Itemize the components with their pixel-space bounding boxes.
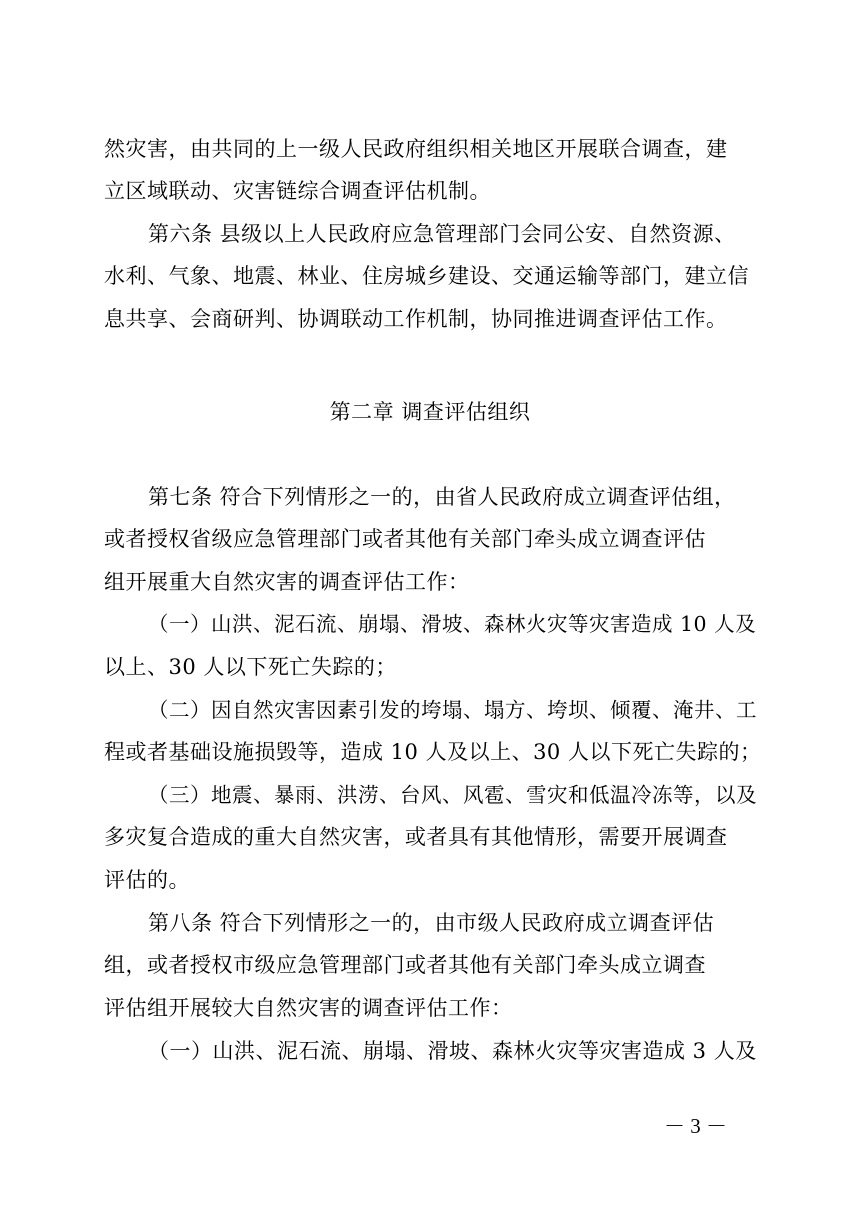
article-8-line: 第八条 符合下列情形之一的，由市级人民政府成立调查评估	[148, 911, 715, 935]
list-item-line: （一）山洪、泥石流、崩塌、滑坡、森林火灾等灾害造成 10 人及	[148, 612, 757, 636]
text-line: 立区域联动、灾害链综合调查评估机制。	[104, 179, 491, 203]
text-line: 评估的。	[104, 868, 190, 892]
article-6-line: 第六条 县级以上人民政府应急管理部门会同公安、自然资源、	[148, 222, 736, 246]
text-line: 或者授权省级应急管理部门或者其他有关部门牵头成立调查评估	[104, 527, 706, 551]
text-line: 程或者基础设施损毁等，造成 10 人及以上、30 人以下死亡失踪的；	[104, 740, 762, 764]
text-line: 评估组开展较大自然灾害的调查评估工作：	[104, 996, 513, 1020]
text-line: 组，或者授权市级应急管理部门或者其他有关部门牵头成立调查	[104, 953, 706, 977]
list-item-line: （二）因自然灾害因素引发的垮塌、塌方、垮坝、倾覆、淹井、工	[148, 698, 757, 722]
list-item-line: （三）地震、暴雨、洪涝、台风、风雹、雪灾和低温冷冻等，以及	[148, 783, 757, 807]
text-line: 以上、30 人以下死亡失踪的；	[104, 655, 397, 679]
text-line: 息共享、会商研判、协调联动工作机制，协同推进调查评估工作。	[104, 307, 728, 331]
chapter-heading: 第二章 调查评估组织	[329, 400, 531, 424]
text-line: 组开展重大自然灾害的调查评估工作：	[104, 570, 470, 594]
text-line: 然灾害，由共同的上一级人民政府组织相关地区开展联合调查，建	[104, 137, 728, 161]
article-7-line: 第七条 符合下列情形之一的，由省人民政府成立调查评估组，	[148, 485, 736, 509]
text-line: 水利、气象、地震、林业、住房城乡建设、交通运输等部门，建立信	[104, 264, 749, 288]
text-line: 多灾复合造成的重大自然灾害，或者具有其他情形，需要开展调查	[104, 825, 728, 849]
list-item-line: （一）山洪、泥石流、崩塌、滑坡、森林火灾等灾害造成 3 人及	[148, 1039, 757, 1063]
page-number: － 3 －	[664, 1114, 727, 1138]
